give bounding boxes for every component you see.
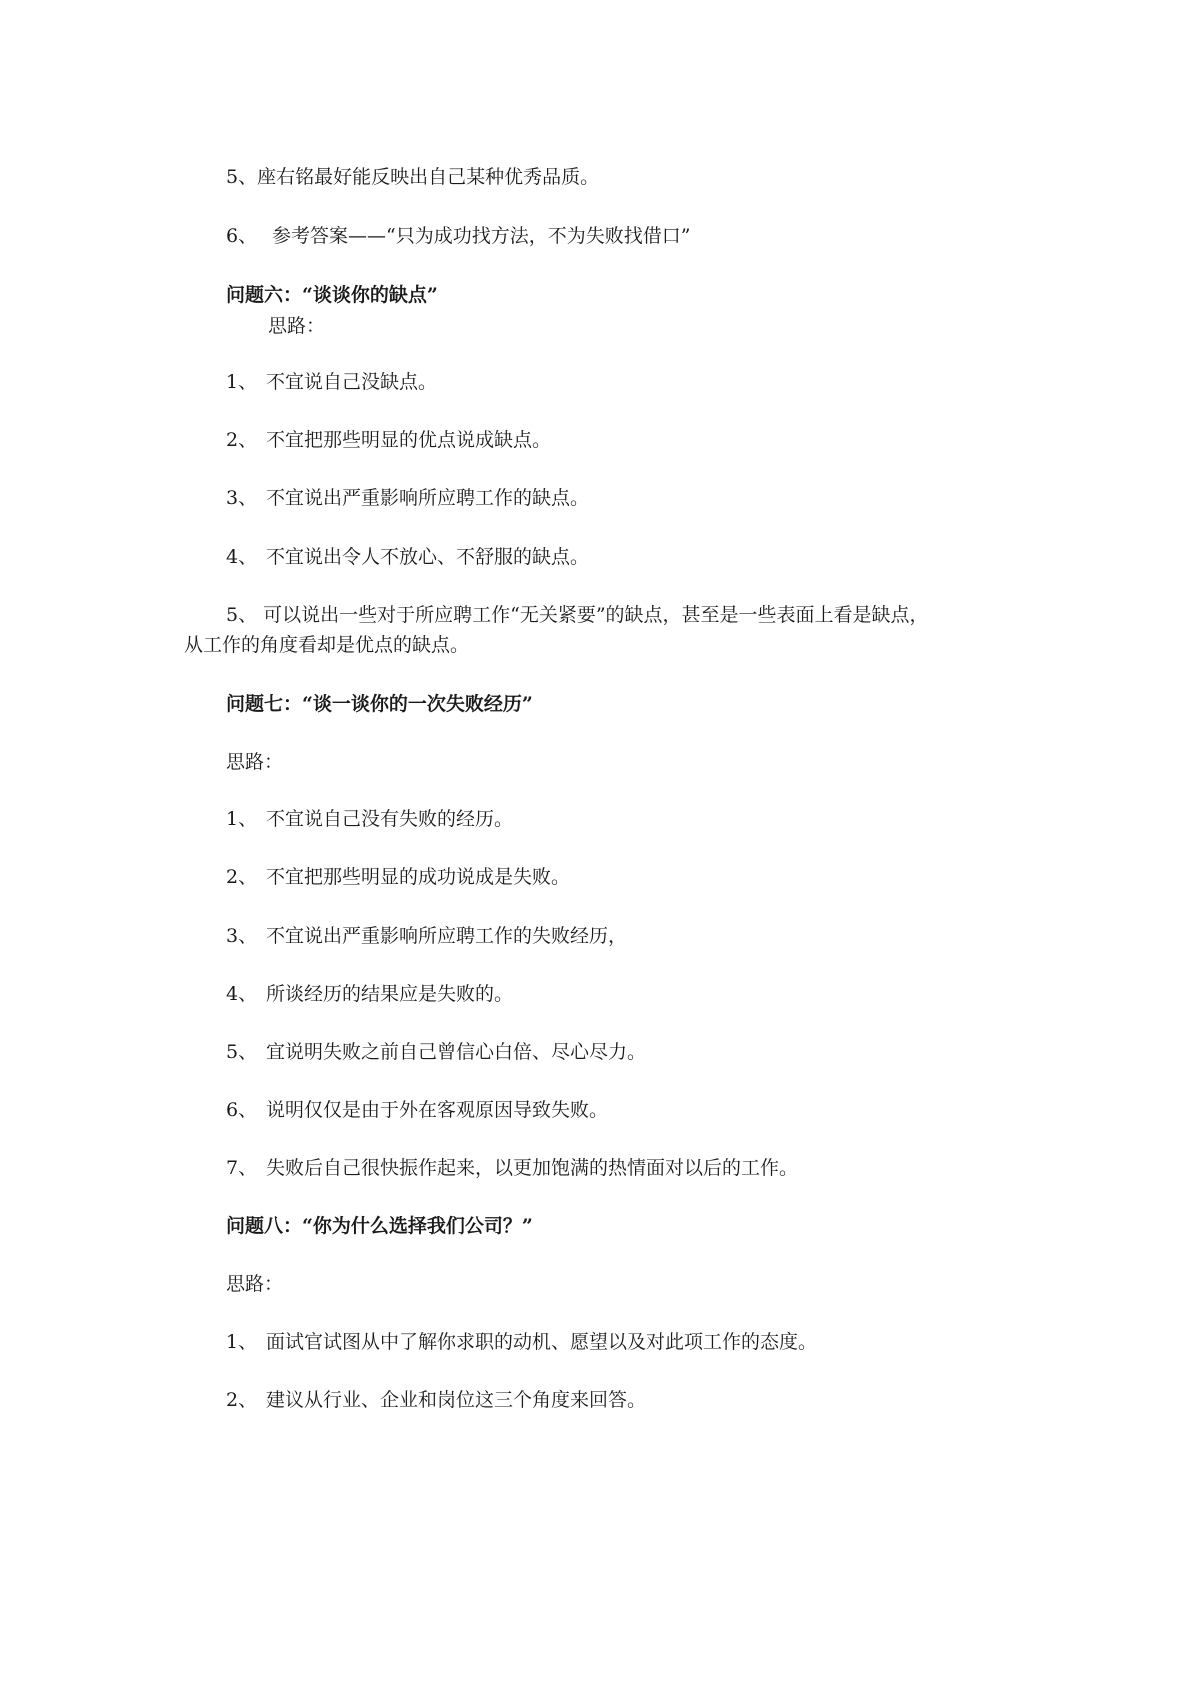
item-number: 1、 <box>226 1331 258 1353</box>
item-text: 不宜说自己没有失败的经历。 <box>266 808 514 830</box>
item-number: 4、 <box>226 546 258 568</box>
item-text: 不宜把那些明显的优点说成缺点。 <box>266 429 552 451</box>
item-text: 不宜说自己没缺点。 <box>266 371 438 393</box>
list-item <box>226 808 513 830</box>
question-eight-heading: 问题八：“你为什么选择我们公司？” <box>226 1215 533 1237</box>
list-item <box>226 225 690 247</box>
item-number: 6、 <box>226 1099 258 1121</box>
list-item <box>226 429 551 451</box>
item-text: 不宜说出令人不放心、不舒服的缺点。 <box>266 546 590 568</box>
item-number: 1、 <box>226 808 258 830</box>
list-item <box>226 1041 646 1063</box>
item-text: 不宜把那些明显的成功说成是失败。 <box>266 866 571 888</box>
list-item <box>226 1389 646 1411</box>
thinking-label: 思路： <box>226 751 284 773</box>
thinking-label: 思路： <box>226 1273 284 1295</box>
list-item <box>226 866 570 888</box>
item-text: 建议从行业、企业和岗位这三个角度来回答。 <box>266 1389 647 1411</box>
item-number: 1、 <box>226 371 258 393</box>
item-number: 5、 <box>226 1041 258 1063</box>
question-seven-heading: 问题七：“谈一谈你的一次失败经历” <box>226 693 533 715</box>
list-item <box>226 925 627 947</box>
question-six-heading: 问题六：“谈谈你的缺点” <box>226 284 438 306</box>
list-item <box>226 487 589 509</box>
item-text: 所谈经历的结果应是失败的。 <box>266 983 514 1005</box>
list-item <box>226 166 599 188</box>
item-number: 5、 <box>226 166 258 188</box>
list-item-line-2: 从工作的角度看却是优点的缺点。 <box>184 634 470 656</box>
item-text: 失败后自己很快振作起来，以更加饱满的热情面对以后的工作。 <box>266 1157 799 1179</box>
item-text: 不宜说出严重影响所应聘工作的缺点。 <box>266 487 590 509</box>
item-number: 2、 <box>226 1389 258 1411</box>
list-item-line-1: 5、 可以说出一些对于所应聘工作“无关紧要”的缺点，甚至是一些表面上看是缺点， <box>226 604 929 626</box>
item-text: 参考答案——“只为成功找方法，不为失败找借口” <box>266 225 691 247</box>
item-text: 说明仅仅是由于外在客观原因导致失败。 <box>266 1099 609 1121</box>
item-text: 不宜说出严重影响所应聘工作的失败经历， <box>266 925 628 947</box>
item-number: 3、 <box>226 925 258 947</box>
list-item <box>226 1157 798 1179</box>
item-number: 2、 <box>226 866 258 888</box>
list-item <box>226 1331 817 1353</box>
item-text: 座右铭最好能反映出自己某种优秀品质。 <box>257 166 600 188</box>
list-item <box>226 1099 608 1121</box>
list-item <box>226 371 437 393</box>
item-number: 6、 <box>226 225 258 247</box>
list-item <box>226 546 589 568</box>
item-number: 4、 <box>226 983 258 1005</box>
item-text: 面试官试图从中了解你求职的动机、愿望以及对此项工作的态度。 <box>266 1331 818 1353</box>
list-item <box>226 983 513 1005</box>
item-text: 宜说明失败之前自己曾信心白倍、尽心尽力。 <box>266 1041 647 1063</box>
item-number: 7、 <box>226 1157 258 1179</box>
thinking-label: 思路： <box>268 315 326 337</box>
item-number: 2、 <box>226 429 258 451</box>
item-number: 3、 <box>226 487 258 509</box>
